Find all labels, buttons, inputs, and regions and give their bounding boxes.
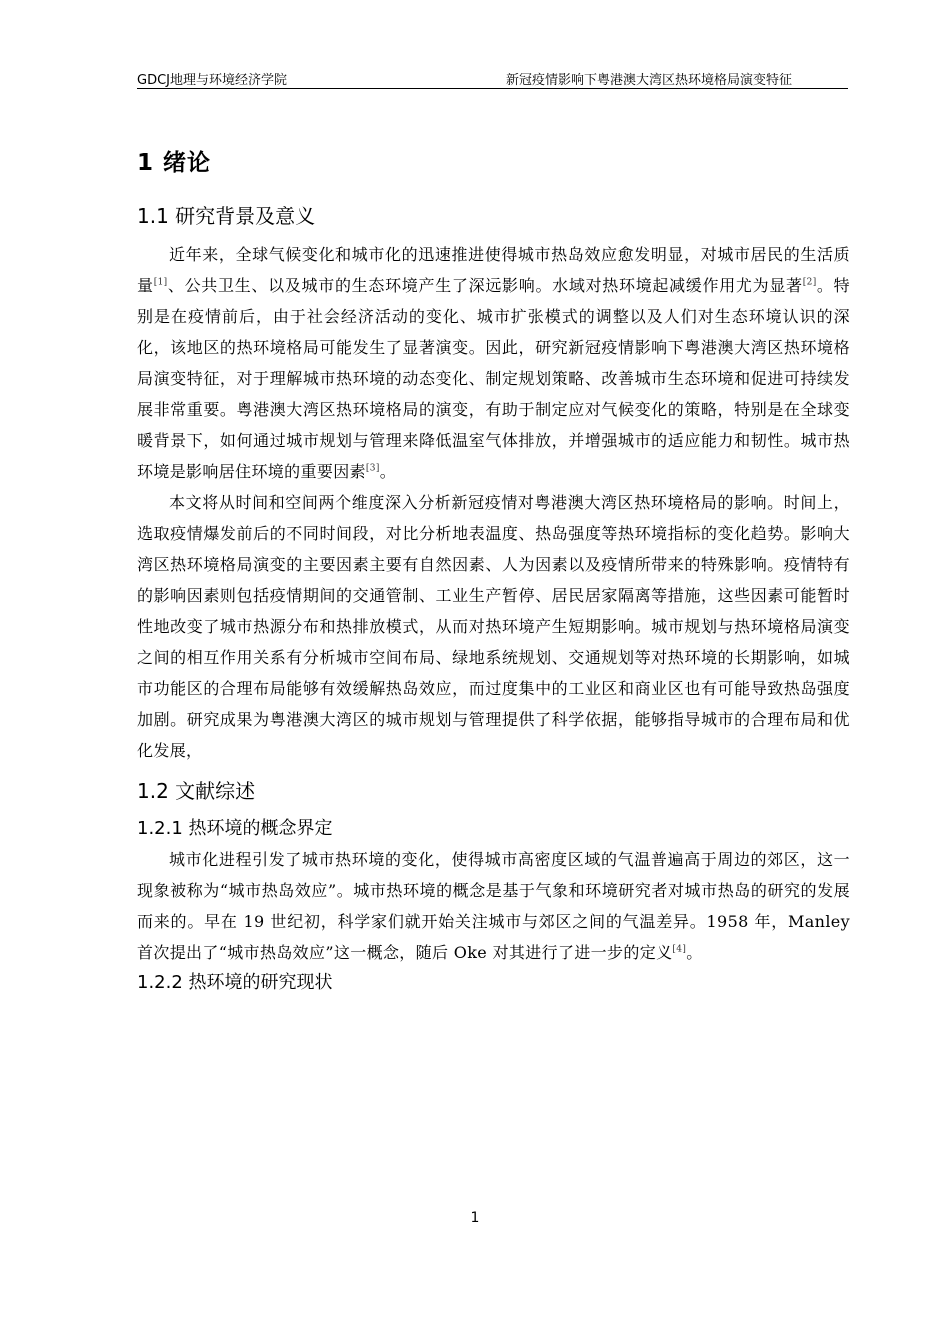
citation-ref-4[interactable]: [4] xyxy=(672,944,687,955)
citation-ref-2[interactable]: [2] xyxy=(802,277,817,288)
section-heading-1-2: 1.2 文献综述 xyxy=(137,779,256,803)
page-number: 1 xyxy=(470,1210,480,1226)
subsection-heading-1-2-1: 1.2.1 热环境的概念界定 xyxy=(137,818,333,839)
citation-ref-3[interactable]: [3] xyxy=(365,463,380,474)
section-heading-1-1: 1.1 研究背景及意义 xyxy=(137,204,316,228)
header-paper-title: 新冠疫情影响下粤港澳大湾区热环境格局演变特征 xyxy=(505,73,792,88)
page-header xyxy=(137,68,848,89)
paragraph-concept: 城市化进程引发了城市热环境的变化，使得城市高密度区域的气温普遍高于周边的郊区，这一现象被称为“城市热岛效应”。城市热环境的概念是基于气象和环境研究者对城市热岛的研究的发展而来的。早在 19 世纪初，科学家们就开始关注城市与郊区之间的气温差异。1958 年，Manley 首次提出了“城市热岛效应”这一概念，随后 Oke 对其进行了进一步的定义[4]。 xyxy=(137,850,850,962)
citation-ref-1[interactable]: [1] xyxy=(153,277,168,288)
paragraph-scope: 本文将从时间和空间两个维度深入分析新冠疫情对粤港澳大湾区热环境格局的影响。时间上，选取疫情爆发前后的不同时间段，对比分析地表温度、热岛强度等热环境指标的变化趋势。影响大湾区热环境格局演变的主要因素主要有自然因素、人为因素以及疫情所带来的特殊影响。疫情特有的影响因素则包括疫情期间的交通管制、工业生产暂停、居民居家隔离等措施，这些因素可能暂时性地改变了城市热源分布和热排放模式，从而对热环境产生短期影响。城市规划与热环境格局演变之间的相互作用关系有分析城市空间布局、绿地系统规划、交通规划等对热环境的长期影响，如城市功能区的合理布局能够有效缓解热岛效应，而过度集中的工业区和商业区也有可能导致热岛强度加剧。研究成果为粤港澳大湾区的城市规划与管理提供了科学依据，能够指导城市的合理布局和优化发展， xyxy=(137,493,850,760)
paragraph-background: 近年来，全球气候变化和城市化的迅速推进使得城市热岛效应愈发明显，对城市居民的生活质量[1]、公共卫生、以及城市的生态环境产生了深远影响。水域对热环境起减缓作用尤为显著[2]。特别是在疫情前后，由于社会经济活动的变化、城市扩张模式的调整以及人们对生态环境认识的深化，该地区的热环境格局可能发生了显著演变。因此，研究新冠疫情影响下粤港澳大湾区热环境格局演变特征，对于理解城市热环境的动态变化、制定规划策略、改善城市生态环境和促进可持续发展非常重要。粤港澳大湾区热环境格局的演变，有助于制定应对气候变化的策略，特别是在全球变暖背景下，如何通过城市规划与管理来降低温室气体排放，并增强城市的适应能力和韧性。城市热环境是影响居住环境的重要因素[3]。 xyxy=(137,245,850,481)
subsection-heading-1-2-2: 1.2.2 热环境的研究现状 xyxy=(137,972,333,993)
chapter-title: 1 绪论 xyxy=(137,150,212,176)
body-content xyxy=(137,145,850,998)
header-institution: GDCJ地理与环境经济学院 xyxy=(137,73,287,88)
